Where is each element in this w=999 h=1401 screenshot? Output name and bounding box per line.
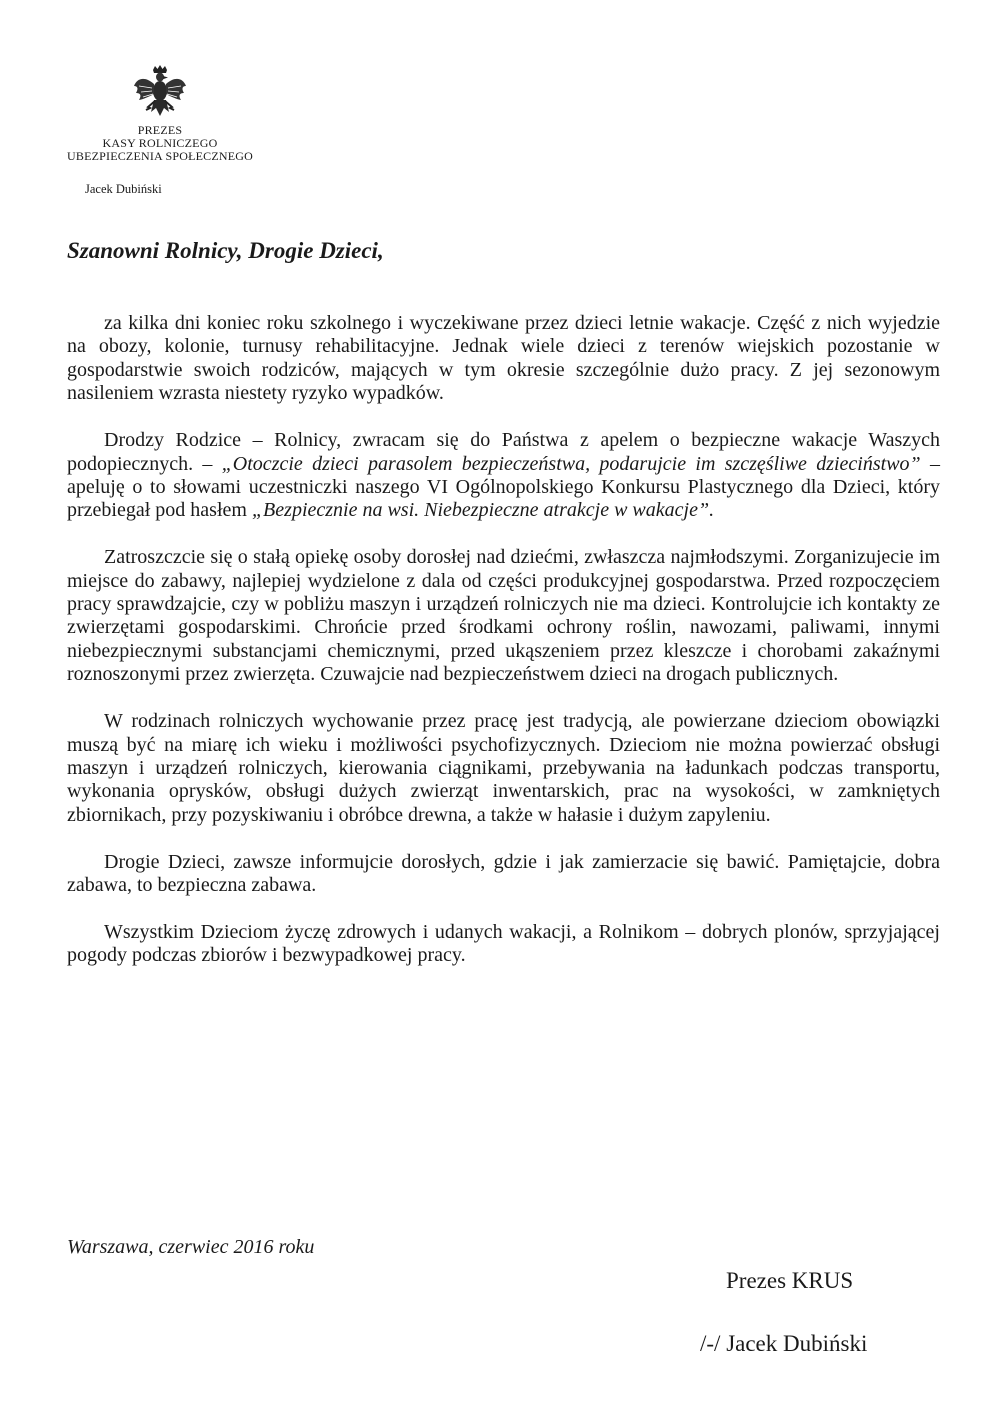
org-line-2: KASY ROLNICZEGO: [102, 136, 218, 150]
paragraph-2: [67, 429, 940, 523]
paragraph-6: Wszystkim Dzieciom życzę zdrowych i udanych wakacji, a Rolnikom – dobrych plonów, sprzyjającej pogody podczas zbiorów i bezwypadkowej pracy.: [67, 921, 940, 967]
signature-title: Prezes KRUS: [726, 1268, 854, 1293]
place-date: Warszawa, czerwiec 2016 roku: [67, 1236, 315, 1258]
salutation: Szanowni Rolnicy, Drogie Dzieci,: [67, 238, 384, 263]
org-line-3: UBEZPIECZENIA SPOŁECZNEGO: [67, 149, 253, 163]
paragraph-4: W rodzinach rolniczych wychowanie przez pracę jest tradycją, ale powierzane dzieciom obowiązki muszą być na miarę ich wieku i możliwości psychofizycznych. Dzieciom nie można powierzać obsługi maszyn i urządzeń rolniczych, kierowania ciągnikami, przebywania na ładunkach podczas transportu, wykonania oprysków, obsługi dużych zwierząt inwentarskich, prac na wysokości, w zamkniętych zbiornikach, przy pozyskiwaniu i obróbce drewna, a także w hałasie i dużym zapyleniu.: [67, 710, 940, 826]
signature-name: /-/ Jacek Dubiński: [700, 1331, 868, 1356]
paragraph-1: za kilka dni koniec roku szkolnego i wyczekiwane przez dzieci letnie wakacje. Część z nich wyjedzie na obozy, kolonie, turnusy rehabilitacyjne. Jednak wiele dzieci z terenów wiejskich pozostanie w gospodarstwie swoich rodziców, mających w tym okresie szczególnie dużo pracy. Z jej sezonowym nasileniem wzrasta niestety ryzyko wypadków.: [67, 312, 940, 405]
letter-body: [67, 312, 940, 991]
paragraph-2-part-b: – apeluję o to słowami uczestniczki naszego VI Ogólnopolskiego Konkursu Plastycznego dla Dzieci, który przebiegał pod hasłem: [67, 452, 940, 522]
paragraph-2-part-a: Drodzy Rodzice – Rolnicy, zwracam się do Państwa z apelem o bezpieczne wakacje Waszych podopiecznych. –: [67, 429, 940, 475]
org-line-1: PREZES: [137, 123, 183, 137]
paragraph-3: Zatroszczcie się o stałą opiekę osoby dorosłej nad dziećmi, zwłaszcza najmłodszymi. Zorganizujecie im miejsce do zabawy, najlepiej wydzielone z dala od części produkcyjnej gospodarstwa. Przed rozpoczęciem pracy sprawdzajcie, czy w pobliżu maszyn i urządzeń rolniczych nie ma dzieci. Kontrolujcie ich kontakty ze zwierzętami gospodarskimi. Chrońcie przed środkami ochrony roślin, nawozami, paliwami, innymi niebezpiecznymi substancjami chemicznymi, przed ukąszeniem przez kleszcze i chorobami zakaźnymi roznoszonymi przez zwierzęta. Czuwajcie nad bezpieczeństwem dzieci na drogach publicznych.: [67, 546, 940, 686]
eagle-emblem-icon: [133, 64, 187, 120]
paragraph-5: Drogie Dzieci, zawsze informujcie dorosłych, gdzie i jak zamierzacie się bawić. Pamiętajcie, dobra zabawa, to bezpieczna zabawa.: [67, 850, 940, 897]
paragraph-2-quote-2: „Bezpiecznie na wsi. Niebezpieczne atrakcje w wakacje”.: [251, 499, 715, 522]
organization-name: [40, 124, 280, 163]
header-person-name: Jacek Dubiński: [85, 182, 162, 196]
paragraph-2-quote-1: „Otoczcie dzieci parasolem bezpieczeństwa, podarujcie im szczęśliwe dzieciństwo”: [221, 452, 921, 475]
